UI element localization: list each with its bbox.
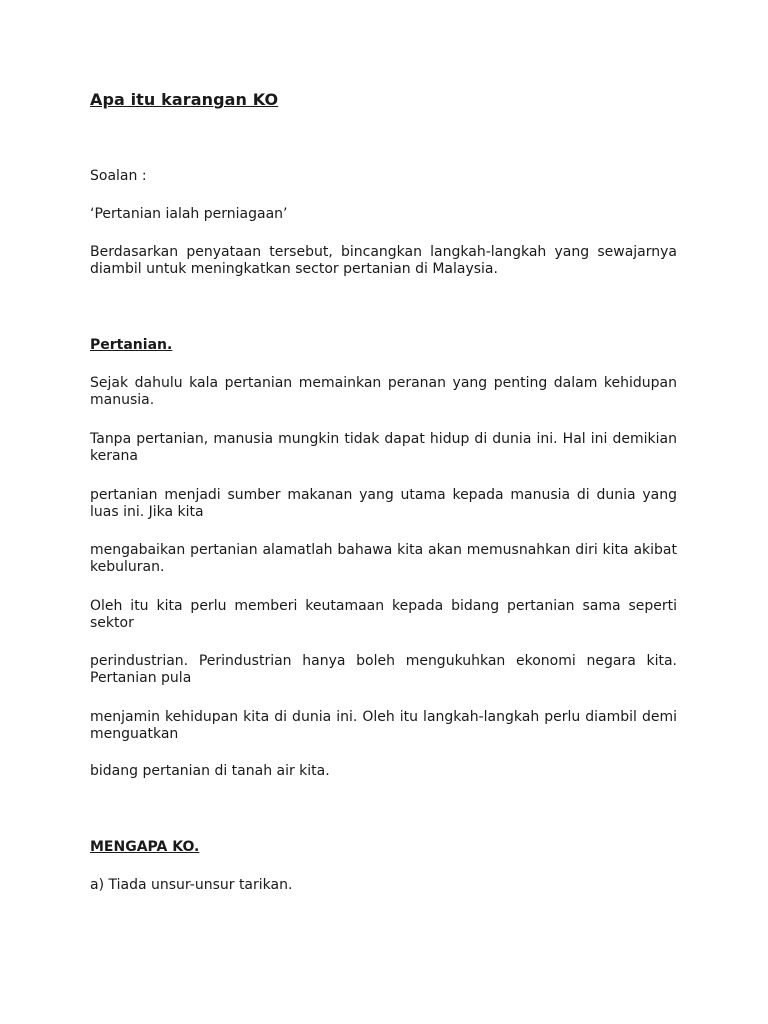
paragraph: perindustrian. Perindustrian hanya boleh mengukuhkan ekonomi negara kita. Pertanian pula bbox=[90, 653, 677, 686]
paragraph: Sejak dahulu kala pertanian memainkan peranan yang penting dalam kehidupan manusia. bbox=[90, 375, 677, 408]
section-heading-pertanian: Pertanian. bbox=[90, 337, 173, 353]
document-title: Apa itu karangan KO bbox=[90, 90, 279, 109]
document-page bbox=[90, 0, 677, 1024]
paragraph: bidang pertanian di tanah air kita. bbox=[90, 763, 330, 779]
question-quote: ‘Pertanian ialah perniagaan’ bbox=[90, 206, 288, 222]
paragraph: pertanian menjadi sumber makanan yang utama kepada manusia di dunia yang luas ini. Jika kita bbox=[90, 487, 677, 520]
paragraph: Tanpa pertanian, manusia mungkin tidak dapat hidup di dunia ini. Hal ini demikian kerana bbox=[90, 431, 677, 464]
soalan-label: Soalan : bbox=[90, 168, 147, 184]
section-heading-mengapa: MENGAPA KO. bbox=[90, 839, 200, 855]
paragraph: mengabaikan pertanian alamatlah bahawa kita akan memusnahkan diri kita akibat kebuluran. bbox=[90, 542, 677, 575]
paragraph: menjamin kehidupan kita di dunia ini. Oleh itu langkah-langkah perlu diambil demi menguatkan bbox=[90, 709, 677, 742]
list-item: a) Tiada unsur-unsur tarikan. bbox=[90, 877, 293, 893]
question-text: Berdasarkan penyataan tersebut, bincangkan langkah-langkah yang sewajarnya diambil untuk meningkatkan sector pertanian di Malaysia. bbox=[90, 244, 677, 277]
paragraph: Oleh itu kita perlu memberi keutamaan kepada bidang pertanian sama seperti sektor bbox=[90, 598, 677, 631]
